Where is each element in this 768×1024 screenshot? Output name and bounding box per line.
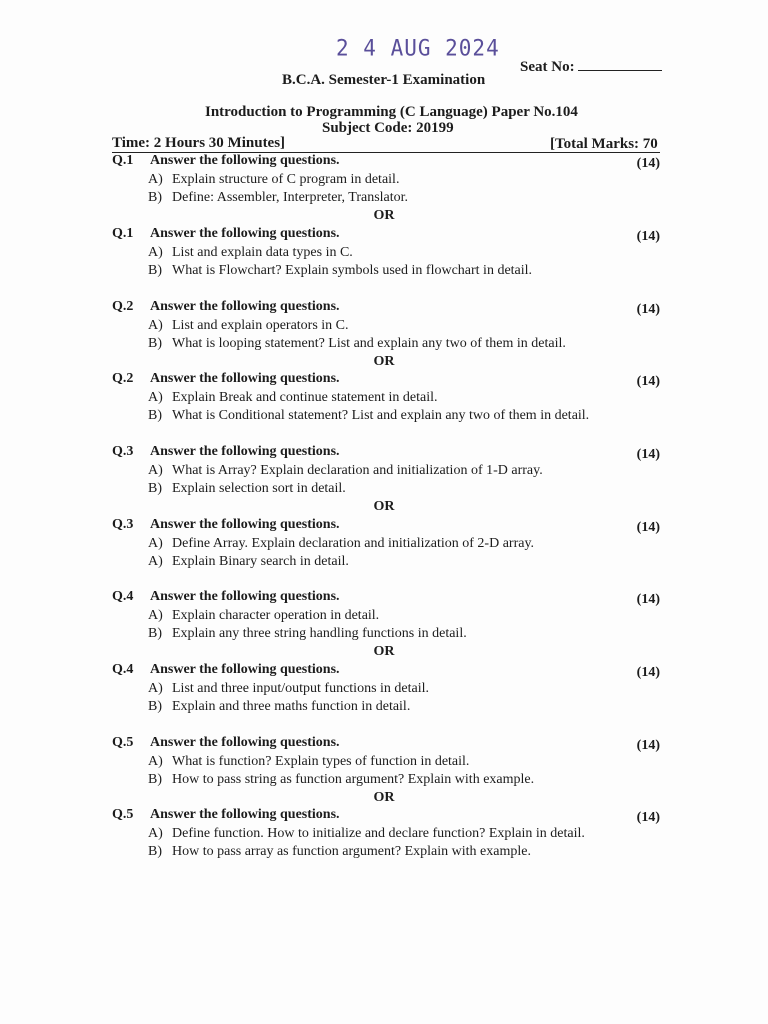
subject-code: Subject Code: 20199: [322, 120, 454, 136]
sub-label: B): [148, 336, 162, 351]
question-block: [112, 807, 662, 862]
question-marks: (14): [636, 447, 660, 462]
question-block: [112, 517, 662, 572]
sub-label: B): [148, 481, 162, 496]
question-marks: (14): [636, 156, 660, 171]
question-block: [112, 153, 662, 208]
sub-label: A): [148, 826, 163, 841]
sub-label: A): [148, 172, 163, 187]
question-number: Q.1: [112, 226, 134, 241]
sub-label: B): [148, 190, 162, 205]
question-title: Answer the following questions.: [150, 662, 340, 677]
sub-label: A): [148, 681, 163, 696]
sub-question: Explain selection sort in detail.: [172, 481, 346, 496]
question-marks: (14): [636, 229, 660, 244]
sub-label: B): [148, 772, 162, 787]
or-separator: OR: [373, 208, 395, 223]
sub-question: Define Array. Explain declaration and initialization of 2-D array.: [172, 536, 535, 551]
sub-question: What is Array? Explain declaration and initialization of 1-D array.: [172, 463, 543, 478]
question-title: Answer the following questions.: [150, 589, 340, 604]
question-number: Q.2: [112, 371, 134, 386]
question-title: Answer the following questions.: [150, 735, 340, 750]
sub-question: List and explain data types in C.: [172, 245, 353, 260]
sub-question: Define function. How to initialize and declare function? Explain in detail.: [172, 826, 585, 841]
sub-label: B): [148, 408, 162, 423]
sub-question: Define: Assembler, Interpreter, Translator.: [172, 190, 409, 205]
question-block: [112, 735, 662, 790]
or-separator: OR: [373, 354, 395, 369]
sub-label: A): [148, 318, 163, 333]
sub-label: A): [148, 390, 163, 405]
sub-question: How to pass array as function argument? Explain with example.: [172, 844, 531, 859]
question-title: Answer the following questions.: [150, 153, 340, 168]
question-number: Q.4: [112, 662, 134, 677]
question-number: Q.1: [112, 153, 134, 168]
question-title: Answer the following questions.: [150, 371, 340, 386]
sub-question: Explain Binary search in detail.: [172, 554, 349, 569]
sub-question: What is looping statement? List and explain any two of them in detail.: [172, 336, 566, 351]
sub-question: How to pass string as function argument? Explain with example.: [172, 772, 535, 787]
sub-label: B): [148, 844, 162, 859]
or-separator: OR: [373, 790, 395, 805]
question-number: Q.3: [112, 517, 134, 532]
paper-title: Introduction to Programming (C Language) Paper No.104: [205, 104, 578, 120]
exam-time: Time: 2 Hours 30 Minutes]: [112, 135, 286, 151]
question-block: [112, 444, 662, 499]
sub-question: Explain and three maths function in detail.: [172, 699, 411, 714]
sub-question: Explain Break and continue statement in detail.: [172, 390, 438, 405]
sub-label: B): [148, 263, 162, 278]
sub-label: A): [148, 463, 163, 478]
date-stamp: 2 4 AUG 2024: [336, 35, 500, 61]
sub-question: What is Flowchart? Explain symbols used in flowchart in detail.: [172, 263, 533, 278]
question-marks: (14): [636, 810, 660, 825]
sub-label: A): [148, 554, 163, 569]
sub-label: A): [148, 608, 163, 623]
question-block: [112, 589, 662, 644]
sub-question: List and three input/output functions in detail.: [172, 681, 430, 696]
sub-question: What is function? Explain types of function in detail.: [172, 754, 470, 769]
question-number: Q.5: [112, 807, 134, 822]
question-number: Q.4: [112, 589, 134, 604]
or-separator: OR: [373, 499, 395, 514]
sub-label: A): [148, 536, 163, 551]
question-title: Answer the following questions.: [150, 807, 340, 822]
sub-label: A): [148, 245, 163, 260]
question-marks: (14): [636, 592, 660, 607]
sub-label: B): [148, 699, 162, 714]
question-number: Q.5: [112, 735, 134, 750]
sub-question: Explain character operation in detail.: [172, 608, 380, 623]
question-number: Q.3: [112, 444, 134, 459]
sub-question: What is Conditional statement? List and explain any two of them in detail.: [172, 408, 590, 423]
sub-label: A): [148, 754, 163, 769]
question-number: Q.2: [112, 299, 134, 314]
sub-question: Explain structure of C program in detail.: [172, 172, 400, 187]
question-block: [112, 299, 662, 354]
question-title: Answer the following questions.: [150, 444, 340, 459]
question-marks: (14): [636, 665, 660, 680]
question-block: [112, 662, 662, 717]
question-title: Answer the following questions.: [150, 517, 340, 532]
exam-title: B.C.A. Semester-1 Examination: [282, 72, 486, 88]
sub-question: List and explain operators in C.: [172, 318, 349, 333]
sub-label: B): [148, 626, 162, 641]
question-marks: (14): [636, 738, 660, 753]
sub-question: Explain any three string handling functions in detail.: [172, 626, 467, 641]
seat-number-field: [520, 56, 662, 76]
or-separator: OR: [373, 644, 395, 659]
question-title: Answer the following questions.: [150, 299, 340, 314]
question-marks: (14): [636, 374, 660, 389]
question-marks: (14): [636, 520, 660, 535]
question-marks: (14): [636, 302, 660, 317]
total-marks: [Total Marks: 70: [550, 136, 658, 152]
seat-label: Seat No:: [520, 59, 575, 75]
question-block: [112, 371, 662, 426]
question-block: [112, 226, 662, 281]
seat-number-blank: [578, 56, 662, 71]
question-title: Answer the following questions.: [150, 226, 340, 241]
